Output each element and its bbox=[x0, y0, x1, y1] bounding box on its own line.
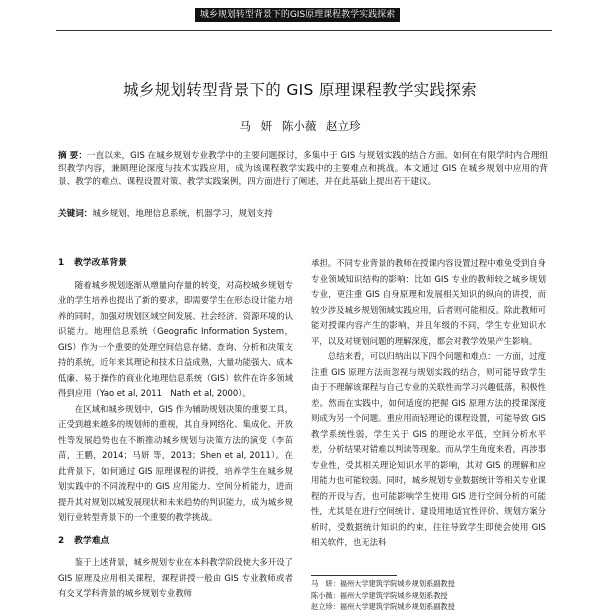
paragraph: 承担。不同专业背景的教师在授课内容设置过程中难免受到自身专业领域知识结构的影响：比如 GIS 专业的教师较之城乡规划专业，更注重 GIS 自身原理和发展相关知识的纵向的讲授，而较少涉及城乡规划领域实践应用，后者则可能相反。除此教师可能对授课内容产生的影响，并且年级的不同，学生专业知识水平，以及对规划问题的理解深度，都会对教学效果产生影响。 bbox=[311, 258, 546, 346]
author-footnote bbox=[311, 578, 551, 613]
paragraph: 随着城乡规划逐渐从增量向存量的转变，对高校城乡规划专业的学生培养也提出了新的要求，即需要学生在形态设计能力培养的同时，加强对规划区域空间发展、社会经济、资源环境的认识能力。地理信息系统（Geografic Information System，GIS）作为一个重要的处理空间信息存储、查询、分析和决策支持的系统，近年来其理论和技术日益成熟，大量功能强大、成本低廉、易于操作的商业化地理信息系统（GIS）软件在许多领域得到应用（Yao et al, 2011 Nath et al, 2000）。 bbox=[58, 279, 293, 398]
abstract-text: 一直以来，GIS 在城乡规划专业教学中的主要问题探讨，多集中于 GIS 与规划实践的结合方面。如何在有限学时内合理组织教学内容，兼顾理论深度与技术实践应用，成为该课程教学实践中的主要难点和挑战。本文通过 GIS 在城乡规划中应用的背景、教学的难点、课程设置对策、教学实践案例，四方面进行了阐述，并在此基础上提出若干建议。 bbox=[58, 151, 548, 187]
paragraph: 鉴于上述背景，城乡规划专业在本科教学阶段使大多开设了 GIS 原理及应用相关课程，课程讲授一般由 GIS 专业教师或者有交叉学科背景的城乡规划专业教师 bbox=[58, 557, 293, 598]
author-3: 赵立珍 bbox=[325, 119, 361, 133]
paragraph: 总结来看，可以归纳出以下四个问题和难点：一方面，过度注重 GIS 原理方法而忽视与规划实践的结合，则可能导致学生由于不理解该课程与自己专业的关联性而学习兴趣低落，积极性差。然而在实践中，如何适度的把握 GIS 原理方法的授课深度则成为另一个问题。重应用而轻理论的课程设置，可能导致 GIS 教学系统性弱，学生关于 GIS 的理论水平低，空间分析水平差，分析结果对错难以判读等现象。而从学生角度来看，再涉事专业性，受其相关理论知识水平的影响，其对 GIS 的理解和应用能力也可能较弱。同时，城乡规划专业数据统计等相关专业课程的开设与否，也可能影响学生使用 GIS 进行空间分析的可能性，尤其是在进行空间统计、建设用地适宜性评价、规划方案分析时，受数据统计知识的约束，往往导致学生即使会使用 GIS 相关软件，也无法科 bbox=[311, 351, 546, 547]
paragraph: 在区域和城乡规划中，GIS 作为辅助规划决策的重要工具，正受到越来越多的规划师的重视，其自身网络化、集成化、开放性等发展趋势也在不断推动城乡规划与决策方法的演变（李苗苗，王鹏，2014；马妍 等，2013；Shen et al, 2011）。在此背景下，如何通过 GIS 原理课程的讲授，培养学生在城乡规划实践中的不同流程中的 GIS 应用能力、空间分析能力，进而提升其对规划以城发展现状和未来趋势的判识能力，成为城乡规划行业转型背景下的一个重要的教学挑战。 bbox=[58, 403, 293, 522]
author-list bbox=[0, 118, 600, 134]
body-column-right bbox=[311, 256, 546, 551]
section-title: 教学改革背景 bbox=[74, 258, 127, 268]
section-gap bbox=[58, 526, 293, 534]
footnote-line: 陈小薇：福州大学建筑学院城乡规划系教授 bbox=[311, 590, 448, 600]
keywords-label: 关键词： bbox=[58, 209, 93, 219]
section-title: 教学难点 bbox=[74, 535, 110, 546]
header-rule bbox=[56, 30, 552, 31]
body-column-left bbox=[58, 256, 293, 602]
author-2: 陈小薇 bbox=[281, 119, 317, 133]
footnote-line: 马 妍：福州大学建筑学院城乡规划系副教授 bbox=[311, 579, 455, 588]
keywords bbox=[58, 208, 548, 221]
running-title: 城乡规划转型背景下的GIS原理课程教学实践探索 bbox=[199, 10, 396, 20]
section-number: 1 bbox=[58, 258, 65, 268]
footnote-rule bbox=[311, 575, 397, 576]
section-heading-2 bbox=[58, 534, 293, 550]
section-number: 2 bbox=[58, 535, 65, 546]
paper-title: 城乡规划转型背景下的 GIS 原理课程教学实践探索 bbox=[123, 81, 477, 99]
section-heading-1 bbox=[58, 256, 293, 272]
abstract bbox=[58, 150, 548, 189]
footnote-line: 赵立珍：福州大学建筑学院城乡规划系副教授 bbox=[311, 602, 455, 611]
running-header bbox=[0, 0, 600, 30]
author-1: 马 妍 bbox=[239, 119, 273, 133]
keywords-text: 城乡规划，地理信息系统，机器学习，规划支持 bbox=[92, 209, 273, 219]
abstract-label: 摘 要： bbox=[58, 151, 87, 161]
